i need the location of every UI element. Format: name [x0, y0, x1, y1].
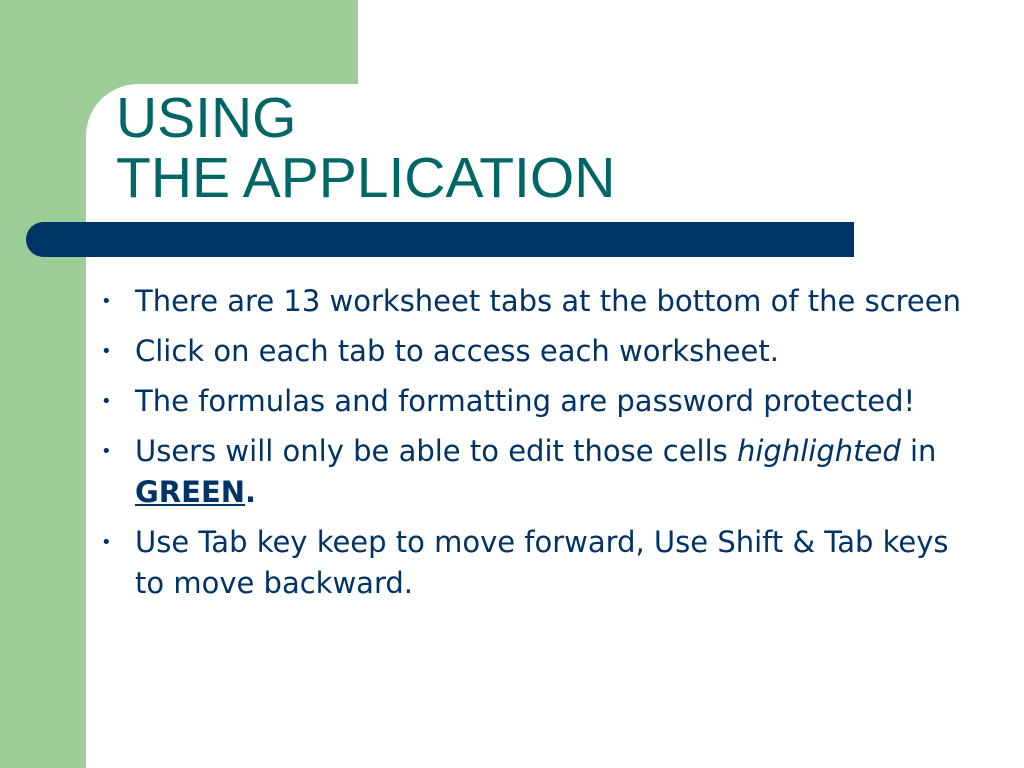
title-divider-bar [26, 222, 854, 257]
bullet-text [135, 434, 936, 509]
bullet-dot-icon: • [101, 441, 112, 462]
green-word: GREEN [135, 475, 246, 509]
title-line-2: THE APPLICATION [116, 146, 616, 210]
bullet-item [98, 522, 978, 604]
bullet-dot-icon: • [101, 532, 112, 553]
bullet-item [98, 331, 978, 372]
bullet-period: . [245, 475, 257, 509]
bullet-text: Use Tab key keep to move forward, Use Shift & Tab keys to move backward. [135, 525, 949, 600]
bullet-list [98, 281, 978, 613]
bullet-item [98, 281, 978, 322]
bullet-dot-icon: • [101, 291, 112, 312]
bullet-text-part: Users will only be able to edit those cells [135, 434, 737, 468]
bullet-item [98, 381, 978, 422]
bullet-text-part: in [900, 434, 937, 468]
bullet-text: Click on each tab to access each worksheet. [135, 334, 779, 368]
title-line-1: USING [116, 86, 297, 150]
bullet-text: There are 13 worksheet tabs at the bottom of the screen [135, 284, 961, 318]
highlighted-word: highlighted [736, 434, 901, 468]
bullet-item [98, 431, 978, 513]
bullet-text: The formulas and formatting are password protected! [135, 384, 916, 418]
bullet-dot-icon: • [101, 341, 112, 362]
slide-title [116, 88, 615, 208]
bullet-dot-icon: • [101, 391, 112, 412]
